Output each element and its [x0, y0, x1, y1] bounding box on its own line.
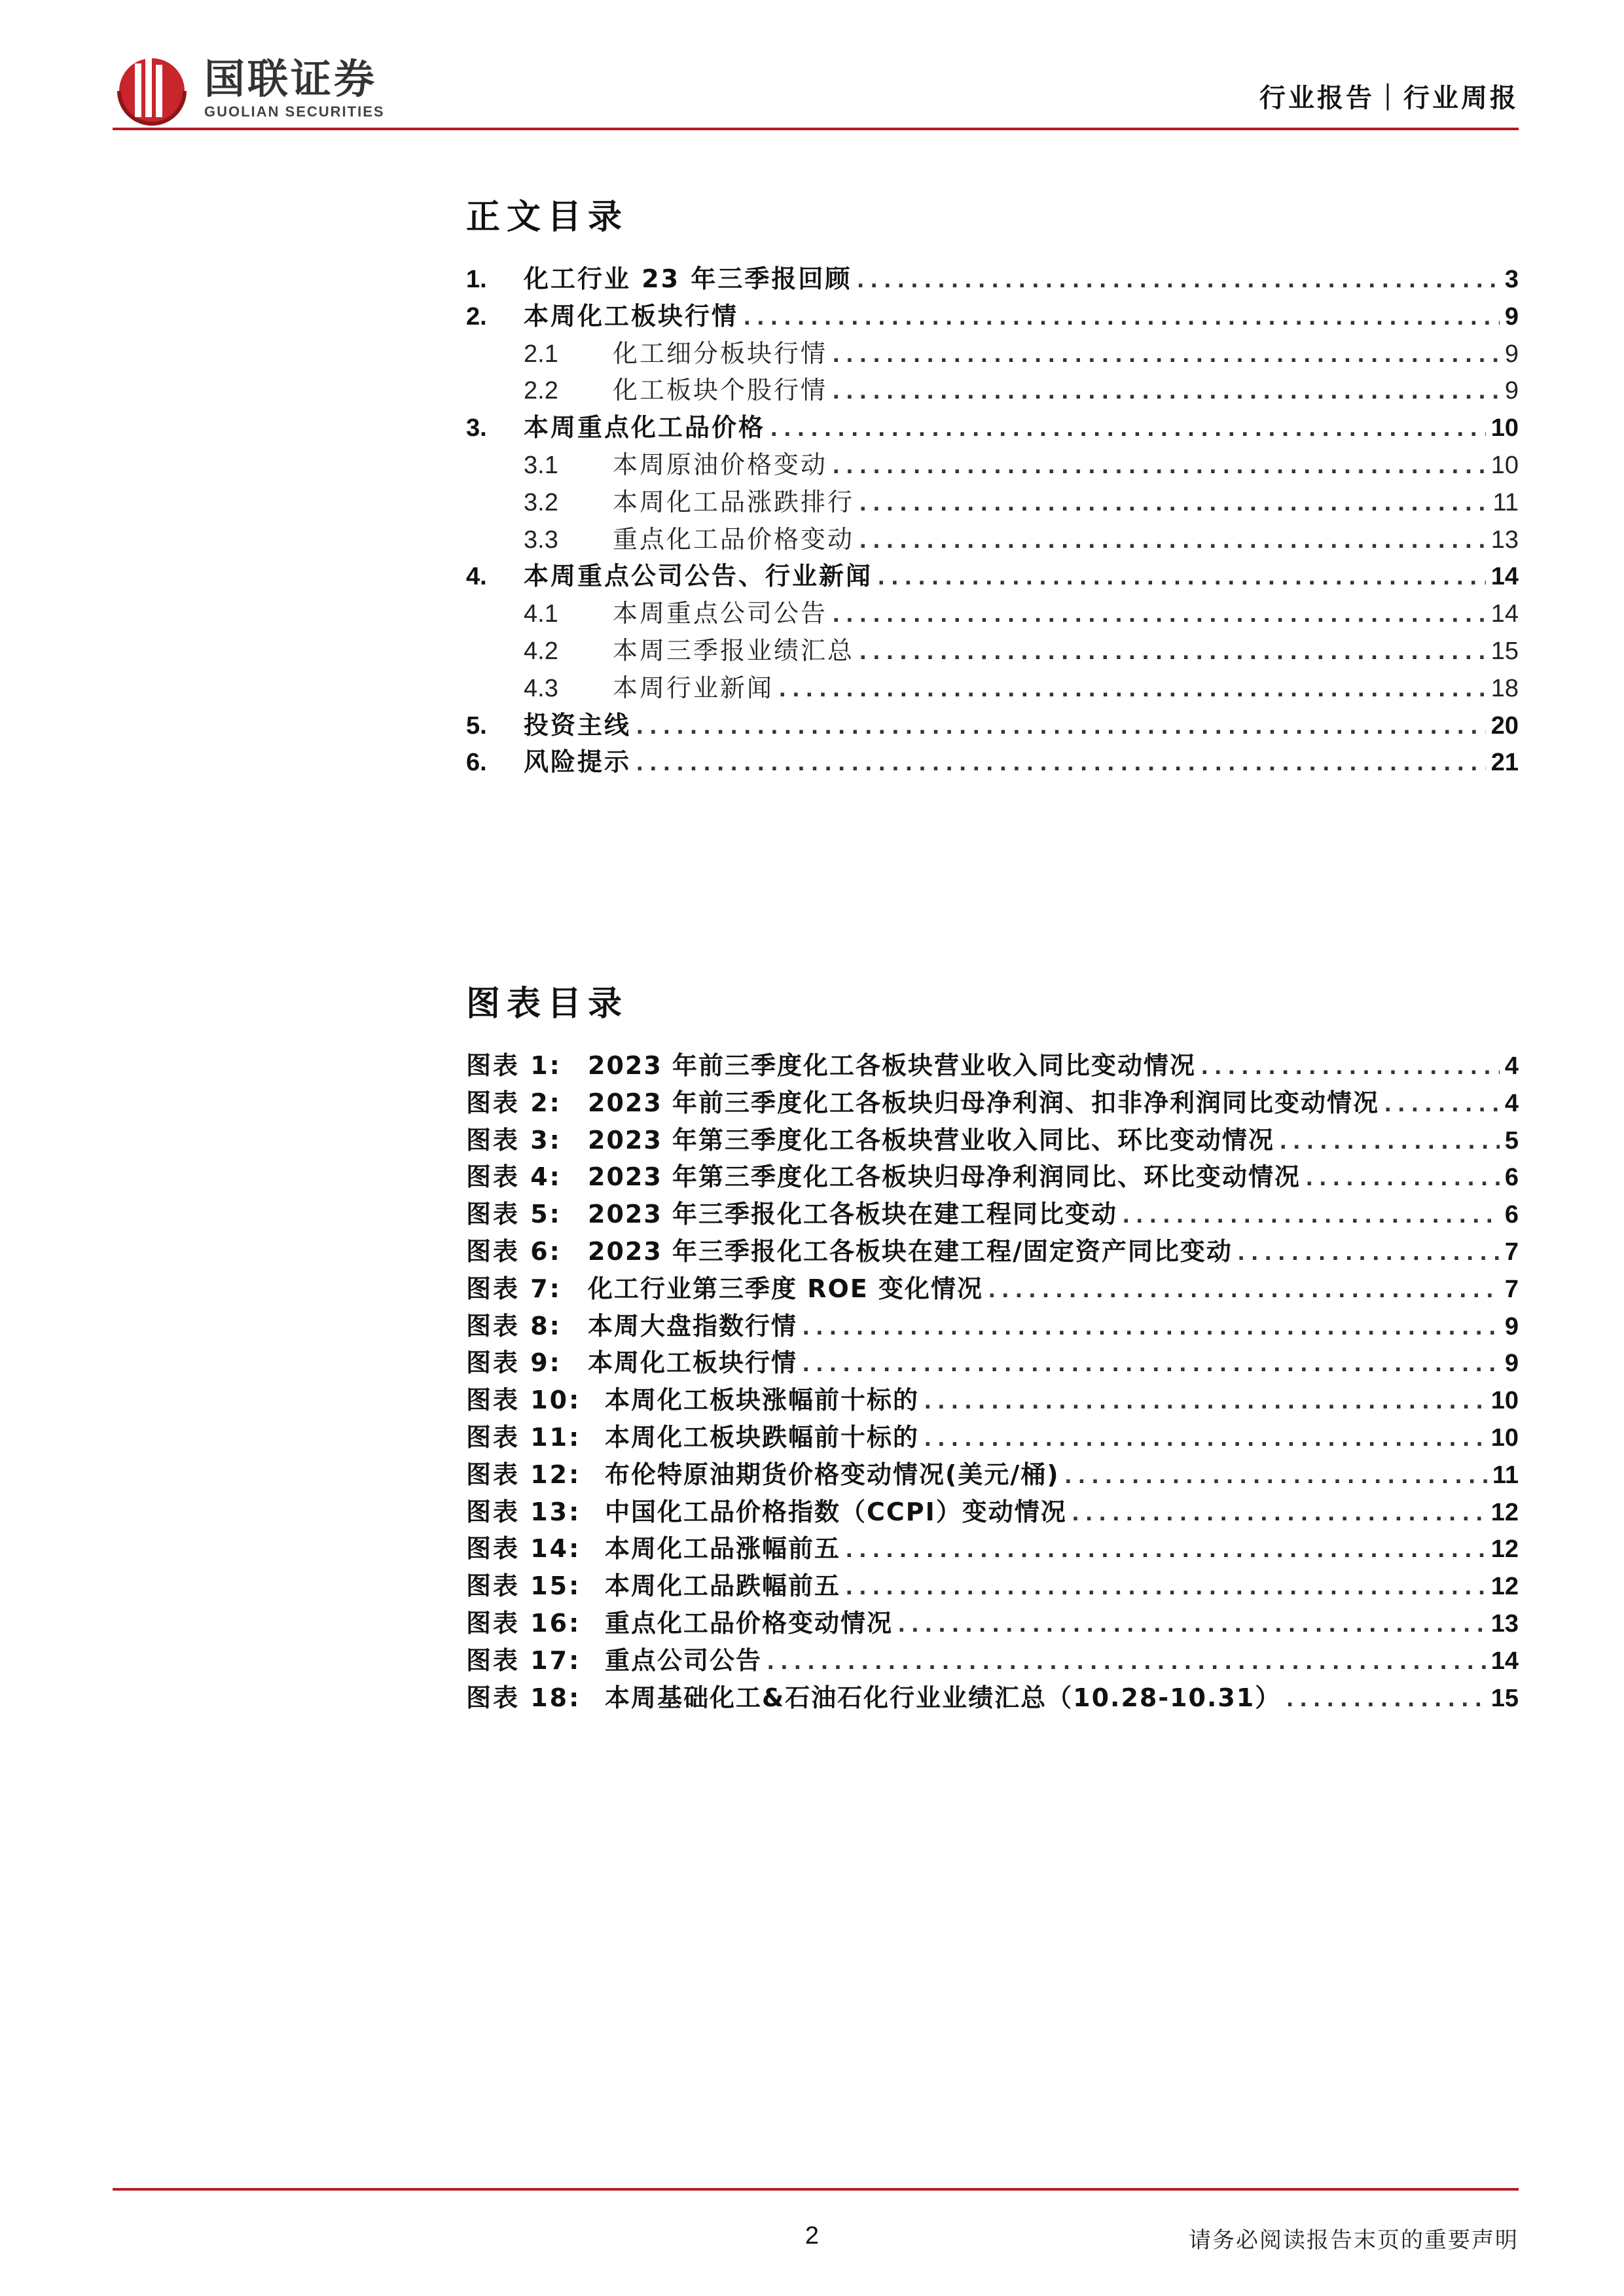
figure-entry[interactable]: [466, 1568, 1519, 1605]
dot-leader: [1384, 1085, 1500, 1122]
dot-leader: [833, 596, 1486, 633]
contents-entry-title: 化工行业 23 年三季报回顾: [524, 264, 852, 293]
figure-entry[interactable]: [466, 1122, 1519, 1159]
figure-entry-label: 图表 11:: [466, 1422, 581, 1452]
contents-entry-title: 化工板块个股行情: [613, 376, 828, 405]
figure-entry-label: 图表 3:: [466, 1125, 562, 1155]
contents-entry-page: 21: [1490, 749, 1519, 777]
contents-entry[interactable]: [466, 372, 1519, 409]
contents-entry-title: 本周重点公司公告: [613, 599, 828, 628]
figure-entry-page: 5: [1504, 1126, 1519, 1155]
contents-entry-page: 3: [1504, 266, 1519, 293]
dot-leader: [1123, 1196, 1500, 1234]
figure-entry[interactable]: [466, 1233, 1519, 1270]
contents-entry[interactable]: [466, 446, 1519, 484]
contents-entry-title: 本周原油价格变动: [613, 450, 828, 479]
figure-entry[interactable]: [466, 1085, 1519, 1122]
dot-leader: [878, 558, 1486, 596]
contents-entry-number: 2.: [466, 302, 487, 331]
dot-leader: [1306, 1159, 1500, 1196]
dot-leader: [846, 1531, 1486, 1568]
figure-entry-page: 4: [1504, 1052, 1519, 1080]
contents-entry-page: 13: [1490, 526, 1519, 554]
figure-entry-page: 10: [1490, 1387, 1519, 1415]
dot-leader: [803, 1308, 1500, 1346]
figure-entry-page: 9: [1504, 1350, 1519, 1378]
company-logo: [113, 46, 385, 131]
figure-entry-page: 6: [1504, 1164, 1519, 1192]
contents-entry-title: 本周重点化工品价格: [524, 413, 766, 442]
contents-entry-number: 4.: [466, 563, 487, 591]
contents-entry-page: 10: [1490, 451, 1519, 479]
figure-entry-page: 4: [1504, 1089, 1519, 1117]
contents-entry-number: 3.3: [524, 526, 558, 554]
figure-entry-title: 2023 年第三季度化工各板块归母净利润同比、环比变动情况: [588, 1162, 1301, 1192]
figures-list: [466, 1047, 1519, 1716]
figure-entry-page: 13: [1490, 1609, 1519, 1638]
figure-entry-label: 图表 9:: [466, 1348, 562, 1378]
figure-entry-title: 化工行业第三季度 ROE 变化情况: [588, 1274, 983, 1303]
contents-entry[interactable]: [466, 558, 1519, 595]
contents-entry-page: 15: [1490, 637, 1519, 665]
contents-entry[interactable]: [466, 409, 1519, 446]
contents-entry[interactable]: [466, 595, 1519, 632]
logo-english-name: GUOLIAN SECURITIES: [204, 103, 385, 120]
figure-entry-page: 10: [1490, 1424, 1519, 1452]
figure-entry-label: 图表 5:: [466, 1200, 562, 1229]
contents-entry-page: 18: [1490, 674, 1519, 702]
figure-entry[interactable]: [466, 1419, 1519, 1456]
dot-leader: [1201, 1048, 1500, 1085]
figure-entry-title: 本周化工品跌幅前五: [605, 1571, 841, 1601]
figure-entry-label: 图表 16:: [466, 1608, 581, 1638]
figure-entry-page: 11: [1492, 1461, 1519, 1489]
figure-entry-title: 重点公司公告: [605, 1645, 763, 1675]
figures-section: [466, 978, 1519, 1716]
contents-entry-page: 20: [1490, 711, 1519, 740]
figure-entry-title: 本周基础化工&石油石化行业业绩汇总（10.28-10.31）: [605, 1683, 1282, 1712]
figure-entry[interactable]: [466, 1344, 1519, 1382]
contents-entry[interactable]: [466, 260, 1519, 298]
dot-leader: [636, 744, 1486, 781]
contents-entry-number: 3.1: [524, 451, 558, 479]
figures-title: 图表目录: [466, 984, 629, 1024]
contents-entry-title: 化工细分板块行情: [613, 338, 828, 368]
contents-entry-number: 1.: [466, 266, 487, 293]
disclaimer-note: 请务必阅读报告末页的重要声明: [1189, 2227, 1519, 2253]
figure-entry-label: 图表 6:: [466, 1236, 562, 1266]
page-header: [113, 39, 1519, 131]
contents-entry-title: 本周化工品涨跌排行: [613, 487, 855, 516]
contents-entry[interactable]: [466, 632, 1519, 670]
contents-entry-number: 3.2: [524, 488, 558, 516]
dot-leader: [859, 522, 1486, 559]
contents-entry-number: 2.1: [524, 340, 558, 368]
figure-entry[interactable]: [466, 1308, 1519, 1345]
contents-entry[interactable]: [466, 298, 1519, 335]
contents-entry[interactable]: [466, 335, 1519, 372]
contents-entry-title: 本周重点公司公告、行业新闻: [524, 562, 873, 591]
dot-leader: [924, 1420, 1486, 1457]
contents-entry-number: 4.2: [524, 637, 558, 665]
figure-entry-label: 图表 13:: [466, 1497, 581, 1526]
figure-entry-title: 本周大盘指数行情: [588, 1311, 798, 1340]
figure-entry-title: 2023 年前三季度化工各板块营业收入同比变动情况: [588, 1051, 1196, 1080]
contents-entry-number: 4.3: [524, 674, 558, 702]
figure-entry[interactable]: [466, 1158, 1519, 1196]
dot-leader: [636, 708, 1486, 745]
dot-leader: [859, 484, 1488, 522]
figure-entry-label: 图表 18:: [466, 1683, 581, 1712]
contents-entry[interactable]: [466, 521, 1519, 558]
figure-entry-title: 本周化工板块跌幅前十标的: [605, 1422, 920, 1452]
contents-entry-title: 本周化工板块行情: [524, 301, 739, 331]
dot-leader: [833, 372, 1500, 410]
figure-entry-page: 12: [1490, 1535, 1519, 1564]
figure-entry[interactable]: [466, 1530, 1519, 1568]
figure-entry-page: 6: [1504, 1201, 1519, 1229]
contents-entry-page: 9: [1504, 340, 1519, 368]
dot-leader: [859, 633, 1486, 670]
figure-entry[interactable]: [466, 1494, 1519, 1531]
figure-entry[interactable]: [466, 1270, 1519, 1308]
figure-entry-label: 图表 17:: [466, 1645, 581, 1675]
figure-entry-label: 图表 14:: [466, 1534, 581, 1564]
dot-leader: [803, 1345, 1500, 1382]
figure-entry-label: 图表 12:: [466, 1460, 581, 1489]
dot-leader: [988, 1271, 1500, 1308]
figure-entry[interactable]: [466, 1605, 1519, 1642]
contents-title: 正文目录: [466, 197, 629, 237]
dot-leader: [857, 261, 1500, 298]
contents-list: [466, 260, 1519, 781]
figure-entry-label: 图表 10:: [466, 1386, 581, 1415]
figure-entry[interactable]: [466, 1047, 1519, 1085]
figure-entry-page: 9: [1504, 1312, 1519, 1340]
figure-entry-title: 2023 年第三季度化工各板块营业收入同比、环比变动情况: [588, 1125, 1274, 1155]
contents-entry-number: 6.: [466, 749, 487, 777]
dot-leader: [898, 1605, 1486, 1643]
figure-entry-label: 图表 15:: [466, 1571, 581, 1601]
contents-entry[interactable]: [466, 744, 1519, 781]
dot-leader: [833, 447, 1486, 484]
dot-leader: [1065, 1457, 1487, 1494]
figure-entry-page: 15: [1490, 1684, 1519, 1712]
contents-entry-page: 11: [1492, 488, 1519, 516]
contents-entry-title: 重点化工品价格变动: [613, 524, 855, 554]
figure-entry-title: 中国化工品价格指数（CCPI）变动情况: [605, 1497, 1067, 1526]
figure-entry-page: 12: [1490, 1498, 1519, 1526]
figure-entry-label: 图表 4:: [466, 1162, 562, 1192]
dot-leader: [1238, 1234, 1500, 1271]
contents-entry-title: 本周三季报业绩汇总: [613, 636, 855, 665]
figure-entry[interactable]: [466, 1456, 1519, 1494]
contents-section: [466, 191, 1519, 781]
figure-entry-title: 2023 年三季报化工各板块在建工程/固定资产同比变动: [588, 1236, 1233, 1266]
logo-chinese-name: 国联证券: [204, 55, 378, 103]
figure-entry-title: 2023 年三季报化工各板块在建工程同比变动: [588, 1200, 1117, 1229]
footer-divider: [113, 2188, 1519, 2191]
figure-entry-label: 图表 8:: [466, 1311, 562, 1340]
figure-entry-label: 图表 1:: [466, 1051, 562, 1080]
figure-entry-title: 本周化工板块涨幅前十标的: [605, 1386, 920, 1415]
contents-entry-page: 9: [1504, 302, 1519, 331]
contents-entry[interactable]: [466, 484, 1519, 521]
figure-entry-page: 7: [1504, 1238, 1519, 1266]
figure-entry-page: 12: [1490, 1573, 1519, 1601]
contents-entry-page: 14: [1490, 563, 1519, 591]
figure-entry[interactable]: [466, 1382, 1519, 1419]
report-type-label: 行业报告｜行业周报: [1259, 83, 1519, 113]
contents-entry-page: 10: [1490, 414, 1519, 442]
dot-leader: [924, 1382, 1486, 1420]
figure-entry[interactable]: [466, 1196, 1519, 1233]
contents-entry-title: 本周行业新闻: [613, 673, 774, 702]
dot-leader: [1286, 1680, 1485, 1717]
dot-leader: [779, 670, 1486, 708]
header-divider: [113, 128, 1519, 130]
dot-leader: [767, 1643, 1486, 1680]
contents-entry[interactable]: [466, 707, 1519, 744]
figure-entry[interactable]: [466, 1679, 1519, 1717]
contents-entry[interactable]: [466, 670, 1519, 707]
dot-leader: [846, 1568, 1486, 1605]
figure-entry-title: 布伦特原油期货价格变动情况(美元/桶): [605, 1460, 1060, 1489]
figure-entry-title: 重点化工品价格变动情况: [605, 1608, 893, 1638]
dot-leader: [744, 298, 1500, 336]
figure-entry-title: 本周化工板块行情: [588, 1348, 798, 1378]
dot-leader: [1280, 1122, 1500, 1160]
figure-entry[interactable]: [466, 1642, 1519, 1679]
dot-leader: [770, 410, 1486, 447]
contents-entry-number: 5.: [466, 711, 487, 740]
figure-entry-label: 图表 7:: [466, 1274, 562, 1303]
figure-entry-title: 本周化工品涨幅前五: [605, 1534, 841, 1564]
contents-entry-title: 投资主线: [524, 710, 632, 740]
figure-entry-page: 14: [1490, 1647, 1519, 1675]
figure-entry-page: 7: [1504, 1275, 1519, 1303]
contents-entry-page: 9: [1504, 377, 1519, 405]
contents-entry-number: 3.: [466, 414, 487, 442]
page-number: 2: [804, 2222, 820, 2250]
dot-leader: [1072, 1494, 1486, 1532]
contents-entry-title: 风险提示: [524, 747, 632, 777]
contents-entry-page: 14: [1490, 600, 1519, 628]
dot-leader: [833, 336, 1500, 373]
contents-entry-number: 2.2: [524, 377, 558, 405]
figure-entry-label: 图表 2:: [466, 1088, 562, 1117]
contents-entry-number: 4.1: [524, 600, 558, 628]
figure-entry-title: 2023 年前三季度化工各板块归母净利润、扣非净利润同比变动情况: [588, 1088, 1379, 1117]
guolian-logo-icon: [113, 49, 191, 128]
